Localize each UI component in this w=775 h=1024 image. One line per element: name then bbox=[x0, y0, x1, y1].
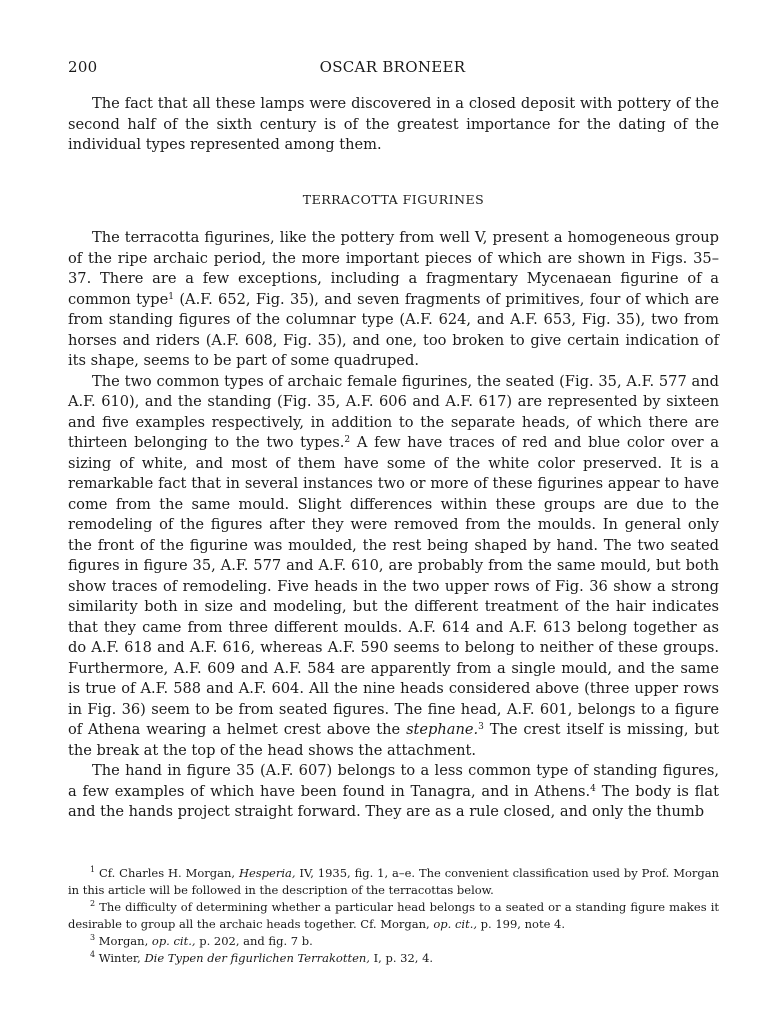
text-span: The hand in figure 35 (A.F. 607) belongs to a less common type of standing figures, a few examples of which have been found in Tanagra, and in Athens. bbox=[68, 762, 719, 800]
footnote-italic: Die Typen der figurlichen Terrakotten, bbox=[144, 951, 370, 965]
footnote-italic: Hesperia, bbox=[238, 866, 296, 880]
footnote-italic: op. cit., bbox=[151, 934, 196, 948]
text-span: The terracotta figurines, like the pottery from well V, present a homogeneous group of the ripe archaic period, the more important pieces of which are shown in Figs. 35–37. There are a few exceptions, including a fragmentary Mycenaean figurine of a common type bbox=[68, 229, 719, 308]
footnote-number: 1 bbox=[90, 865, 96, 874]
main-text bbox=[68, 94, 719, 823]
footnote-number: 4 bbox=[90, 950, 96, 959]
text-span: The crest itself is missing, but the break at the top of the head shows the attachment. bbox=[68, 721, 719, 759]
footnote-text: p. 199, note 4. bbox=[477, 917, 566, 931]
page-number: 200 bbox=[68, 58, 98, 76]
footnote-italic: op. cit., bbox=[433, 917, 478, 931]
footnote-4 bbox=[68, 950, 719, 967]
section-title: TERRACOTTA FIGURINES bbox=[302, 191, 485, 207]
footnote-number: 2 bbox=[90, 899, 96, 908]
intro-paragraph: The fact that all these lamps were discovered in a closed deposit with pottery of the second half of the sixth century is of the greatest importance for the dating of the individual types represented among them. bbox=[68, 95, 719, 153]
footnotes bbox=[68, 865, 719, 967]
footnote-1 bbox=[68, 865, 719, 899]
footnote-ref[interactable]: 3 bbox=[478, 722, 484, 732]
text-span: The body is flat and the hands project straight forward. They are as a rule closed, and only the thumb bbox=[68, 782, 719, 820]
footnote-2 bbox=[68, 899, 719, 933]
footnote-text: The difficulty of determining whether a particular head belongs to a seated or a standing figure makes it desirable to group all the archaic heads together. Cf. Morgan, bbox=[68, 900, 719, 931]
footnote-text: p. 202, and fig. 7 b. bbox=[195, 934, 313, 948]
footnote-text: Winter, bbox=[98, 951, 145, 965]
paragraph-1 bbox=[68, 228, 719, 372]
text-span: A few have traces of red and blue color over a sizing of white, and most of them have some of the white color preserved. It is a remarkable fact that in several instances two or more of these figurines appear to have come from the same mould. Slight differences within these groups are due to the remodeling of the figures after they were removed from the moulds. In general only the front of the figurine was moulded, the rest being shaped by hand. The two seated figures in figure 35, A.F. 577 and A.F. 610, are probably from the same mould, but both show traces of remodeling. Five heads in the two upper rows of Fig. 36 show a strong similarity both in size and modeling, but the different treatment of the hair indicates that they came from three different moulds. A.F. 614 and A.F. 613 belong together as do A.F. 618 and A.F. 616, whereas A.F. 590 seems to belong to neither of these groups. Furthermore, A.F. 609 and A.F. 584 are apparently from a single mould, and the same is true of A.F. 588 and A.F. 604. All the nine heads considered above (three upper rows in Fig. 36) seem to be from seated figures. The fine head, A.F. 601, belongs to a figure of Athena wearing a helmet crest above the bbox=[68, 434, 720, 738]
footnote-number: 3 bbox=[90, 933, 96, 942]
footnote-ref[interactable]: 2 bbox=[344, 435, 351, 445]
footnote-ref[interactable]: 1 bbox=[168, 291, 174, 302]
italic-term: stephane. bbox=[406, 721, 479, 738]
footnote-text: IV, 1935, fig. 1, a–e. The convenient classification used by Prof. Morgan in this article will be followed in the description of the terracottas below. bbox=[68, 866, 720, 897]
text-span: The two common types of archaic female figurines, the seated (Fig. 35, A.F. 577 and A.F. 610), and the standing (Fig. 35, A.F. 606 and A.F. 617) are represented by sixteen and five examples respectively, in addition to the separate heads, of which there are thirteen belonging to the two types. bbox=[68, 372, 719, 451]
footnote-3 bbox=[68, 933, 719, 950]
page-header bbox=[68, 58, 717, 80]
running-head: OSCAR BRONEER bbox=[319, 58, 466, 76]
paragraph-3 bbox=[68, 761, 719, 823]
footnote-ref[interactable]: 4 bbox=[590, 783, 596, 794]
footnote-text: I, p. 32, 4. bbox=[369, 951, 434, 965]
footnote-text: Morgan, bbox=[98, 934, 152, 948]
text-span: (A.F. 652, Fig. 35), and seven fragments of primitives, four of which are from standing figures of the columnar type (A.F. 624, and A.F. 653, Fig. 35), two from horses and riders (A.F. 608, Fig. 35), and one, too broken to give certain indication of its shape, seems to be part of some quadruped. bbox=[68, 290, 719, 369]
footnote-text: Cf. Charles H. Morgan, bbox=[98, 866, 239, 880]
paragraph-2 bbox=[68, 372, 719, 762]
